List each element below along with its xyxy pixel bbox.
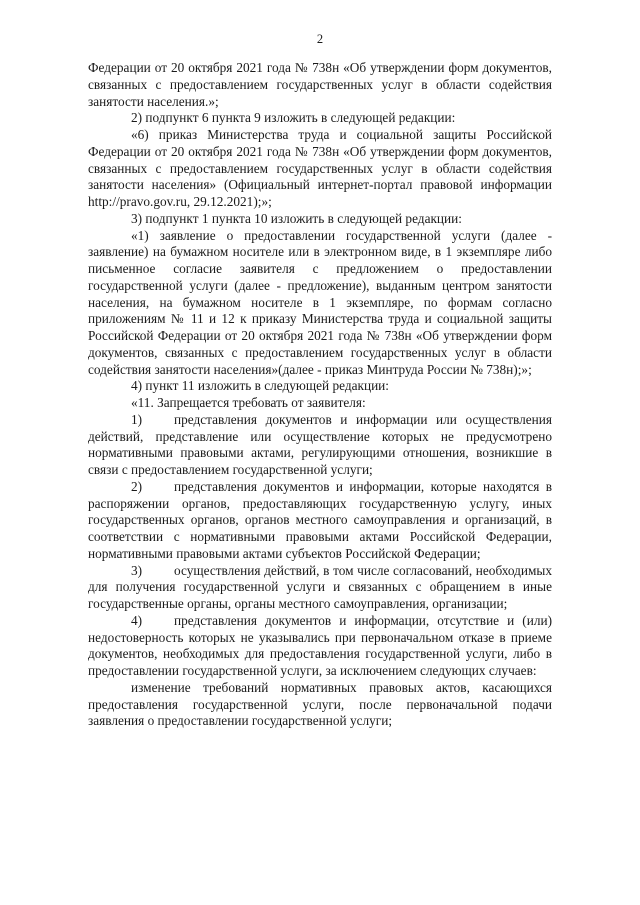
list-item-text: представления документов и информации, которые находятся в распоряжении органов, предоставляющих государственную услугу, иных государственных органов, органов местного самоуправления и организаций, в соответствии с нормативными правовыми актами Российской Федерации, нормативными правовыми актами субъектов Российской Федерации;: [88, 478, 552, 561]
paragraph-item-2-heading: 2) подпункт 6 пункта 9 изложить в следующей редакции:: [131, 110, 456, 126]
list-item-number: 1): [131, 411, 143, 427]
list-item-number: 3): [131, 562, 143, 578]
paragraph-continuation: Федерации от 20 октября 2021 года № 738н «Об утверждении форм документов, связанных с предоставлением государственных услуг в области содействия занятости населения.»;: [88, 60, 552, 109]
list-item-2: [88, 479, 552, 563]
list-item-1: [88, 412, 552, 479]
paragraph-item-3-text: «1) заявление о предоставлении государственной услуги (далее - заявление) на бумажном носителе или в электронном виде, в 1 экземпляре либо письменное согласие заявителя с предложением о предоставлении государственной услуги (далее - предложение), выданным центром занятости населения, на бумажном носителе в 1 экземпляре, по формам согласно приложениям № 11 и 12 к приказу Министерства труда и социальной защиты Российской Федерации от 20 октября 2021 года № 738н «Об утверждении форм документов, связанных с предоставлением государственных услуг в области содействия занятости населения»(далее - приказ Минтруда России № 738н);»;: [88, 227, 552, 377]
paragraph-clause-11-intro: «11. Запрещается требовать от заявителя:: [131, 395, 366, 410]
list-item-3: [88, 563, 552, 613]
list-item-4: [88, 613, 552, 680]
list-item-number: 2): [131, 478, 143, 494]
paragraph-item-3-heading: 3) подпункт 1 пункта 10 изложить в следующей редакции:: [131, 210, 462, 226]
paragraph-exception-case: изменение требований нормативных правовых актов, касающихся предоставления государственной услуги, после первоначальной подачи заявления о предоставлении государственной услуги;: [88, 679, 552, 729]
page-number: 2: [316, 32, 324, 46]
paragraph-item-4-heading: 4) пункт 11 изложить в следующей редакции:: [131, 378, 389, 394]
document-body: [88, 60, 552, 730]
list-item-text: осуществления действий, в том числе согласований, необходимых для получения государственной услуги и связанных с обращением в иные государственные органы, органы местного самоуправления, организации;: [88, 562, 552, 611]
paragraph-item-2-text: «6) приказ Министерства труда и социальной защиты Российской Федерации от 20 октября 2021 года № 738н «Об утверждении форм документов, связанных с предоставлением государственных услуг в области содействия занятости населения» (Официальный интернет-портал правовой информации http://pravo.gov.ru, 29.12.2021);»;: [88, 127, 552, 209]
list-item-text: представления документов и информации, отсутствие и (или) недостоверность которых не указывались при первоначальном отказе в приеме документов, необходимых для предоставления государственной услуги, либо в предоставлении государственной услуги, за исключением следующих случаев:: [88, 612, 552, 678]
list-item-text: представления документов и информации или осуществления действий, представление или осуществление которых не предусмотрено нормативными правовыми актами, регулирующими отношения, возникшие в связи с предоставлением государственной услуги;: [88, 411, 552, 477]
list-item-number: 4): [131, 612, 143, 628]
